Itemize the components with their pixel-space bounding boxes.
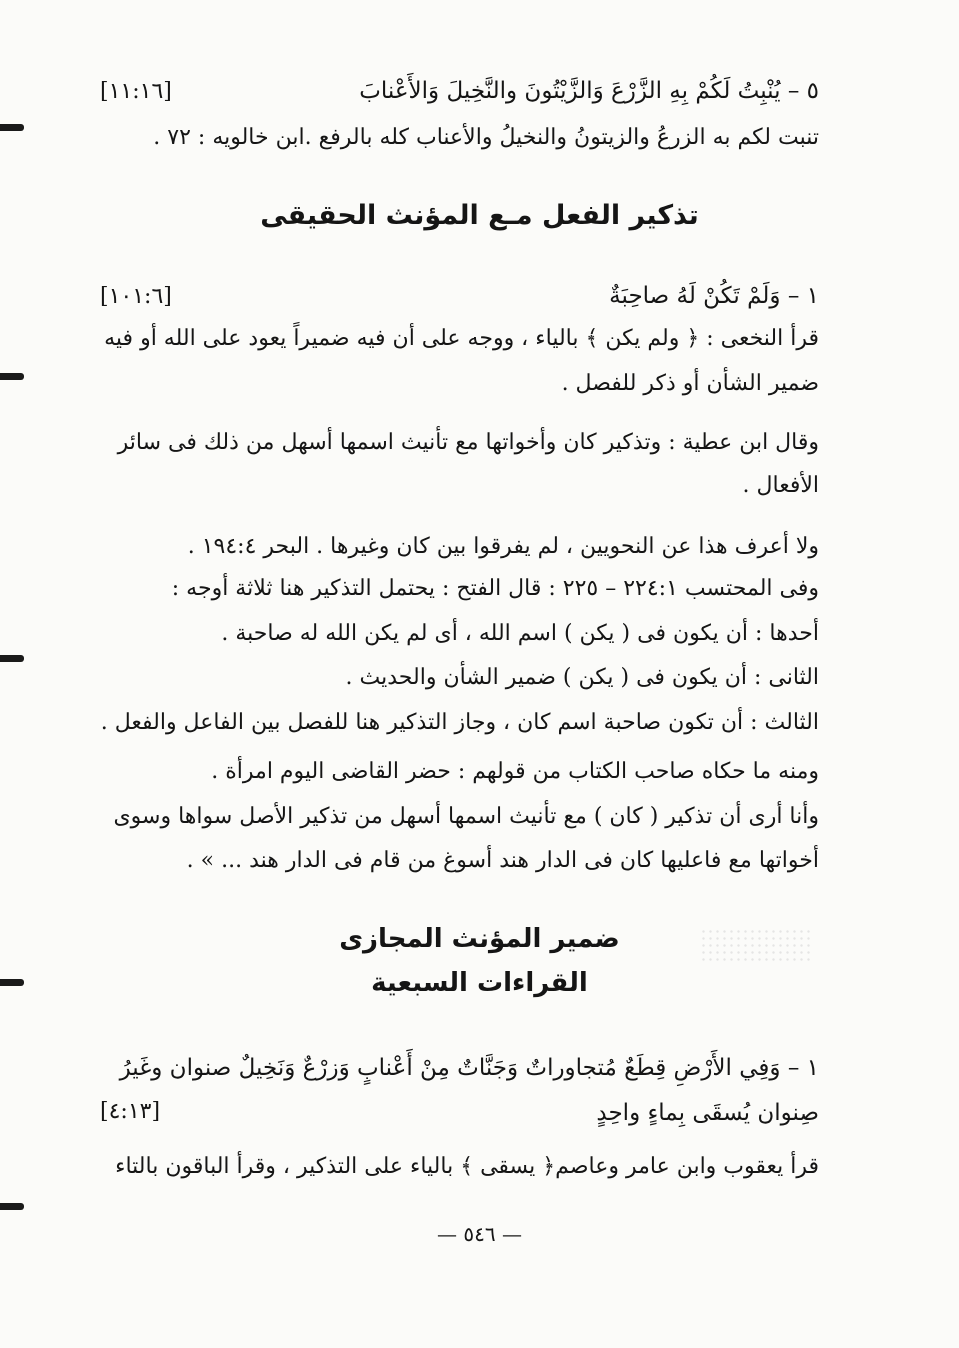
body-line: ومنه ما حكاه صاحب الكتاب من قولهم : حضر القاضى اليوم امرأة . [211, 759, 819, 784]
body-line: وأنا أرى أن تذكير ( كان ) مع تأنيث اسمها أسهل من تذكير الأصل سواها وسوى [113, 804, 819, 829]
body-line: الأفعال . [742, 473, 819, 498]
body-line: أخواتها مع فاعليها كان فى الدار هند أسوغ من قام فى الدار هند ... » . [186, 848, 819, 873]
body-line: وفى المحتسب ٢٢٤:١ – ٢٢٥ : قال الفتح : يحتمل التذكير هنا ثلاثة أوجه : [171, 576, 819, 601]
verse-line: ١ – وَفِي الأَرْضِ قِطَعٌ مُتجاوراتٌ وَجَنَّاتٌ مِنْ أَعْنابٍ وَزرْعٌ وَنَخِيلٌ صنوان وغَيرُ [119, 1055, 819, 1081]
body-line: قرأ يعقوب وابن عامر وعاصم﴿ يسقى ﴾ بالياء على التذكير ، وقرأ الباقون بالتاء [115, 1154, 819, 1179]
verse-reference: [٤:١٣] [100, 1099, 161, 1124]
body-line: ولا أعرف هذا عن النحويين ، لم يفرقوا بين كان وغيرها . البحر ١٩٤:٤ . [187, 534, 819, 559]
verse-reference: [١٠١:٦] [100, 284, 172, 309]
reading-note: تنبت لكم به الزرعُ والزيتونُ والنخيلُ والأعناب كله بالرفع .ابن خالويه : ٧٢ . [153, 125, 819, 150]
verse-reference: [١١:١٦] [100, 79, 172, 104]
verse-line: صِنوان يُسقَى بِماءٍ واحِدٍ [596, 1100, 819, 1126]
body-line: وقال ابن عطية : وتذكير كان وأخواتها مع تأنيث اسمها أسهل من ذلك فى سائر [117, 430, 819, 455]
section-heading: ضمير المؤنث المجازى [339, 924, 620, 954]
body-line: الثالث : أن تكون صاحبة اسم كان ، وجاز التذكير هنا للفصل بين الفاعل والفعل . [100, 710, 819, 735]
scan-edge-mark [0, 655, 24, 662]
body-line: قرأ النخعى : ﴿ ولم يكن ﴾ بالياء ، ووجه على أن فيه ضميراً يعود على الله أو فيه [104, 326, 819, 351]
scan-edge-mark [0, 124, 24, 131]
body-line: الثانى : أن يكون فى ( يكن ) ضمير الشأن والحديث . [345, 665, 819, 690]
verse-line: ١ – وَلَمْ تَكُنْ لَهُ صاحِبَةٌ [609, 283, 819, 309]
section-heading: تذكير الفعل مـع المؤنث الحقيقى [260, 200, 699, 231]
scan-edge-mark [0, 1203, 24, 1210]
page-number: — ٥٤٦ — [437, 1222, 522, 1246]
body-line: ضمير الشأن أو ذكر للفصل . [561, 371, 819, 396]
verse-line: ٥ – يُنْبِتُ لَكُمْ بِهِ الزَّرْعَ وَالزَّيْتُونَ والنَّخِيلَ وَالأَعْنابَ [359, 78, 819, 104]
section-subheading: القراءات السبعية [371, 968, 588, 998]
body-line: أحدها : أن يكون فى ( يكن ) اسم الله ، أى لم يكن الله له صاحبة . [221, 621, 819, 646]
scan-edge-mark [0, 373, 24, 380]
